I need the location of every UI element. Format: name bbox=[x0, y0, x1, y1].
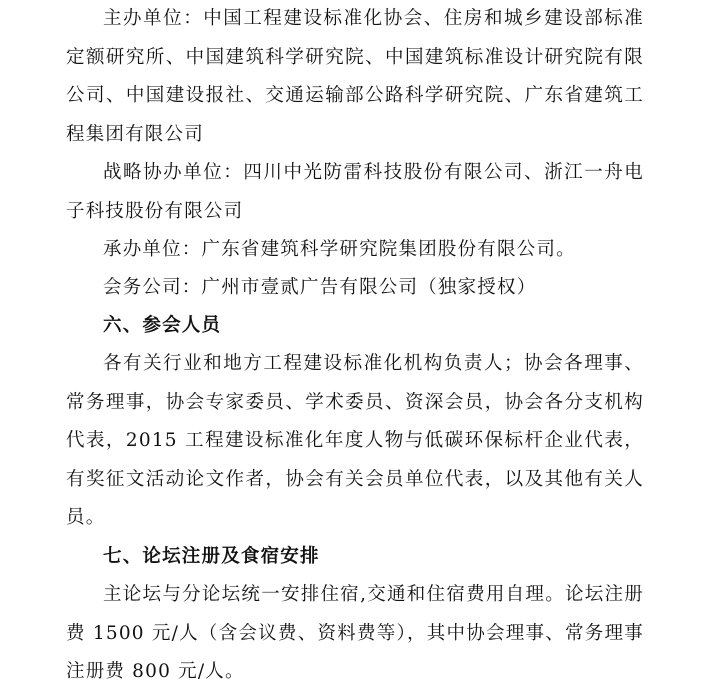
section-seven-body-block bbox=[66, 576, 644, 692]
undertaker-paragraph: 承办单位：广东省建筑科学研究院集团股份有限公司。 bbox=[103, 239, 576, 260]
section-six-body-block bbox=[66, 345, 644, 538]
strategic-co-organizers-block bbox=[66, 154, 644, 231]
section-six-body: 各有关行业和地方工程建设标准化机构负责人；协会各理事、常务理事，协会专家委员、学术委员、资深会员，协会各分支机构代表，2015 工程建设标准化年度人物与低碳环保标杆企业代表，有奖征文活动论文作者，协会有关会员单位代表，以及其他有关人员。 bbox=[66, 353, 644, 529]
section-six-heading: 六、参会人员 bbox=[103, 315, 222, 336]
conference-company-block bbox=[66, 269, 644, 308]
organizers-paragraph: 主办单位：中国工程建设标准化协会、住房和城乡建设部标准定额研究所、中国建筑科学研究院、中国建筑标准设计研究院有限公司、中国建设报社、交通运输部公路科学研究院、广东省建筑工程集团有限公司 bbox=[66, 8, 644, 145]
conference-company-paragraph: 会务公司：广州市壹贰广告有限公司（独家授权） bbox=[103, 277, 537, 298]
organizers-block bbox=[66, 0, 644, 154]
section-seven-body: 主论坛与分论坛统一安排住宿,交通和住宿费用自理。论坛注册费 1500 元/人（含会议费、资料费等），其中协会理事、常务理事注册费 800 元/人。 bbox=[66, 584, 644, 683]
strategic-co-organizers-paragraph: 战略协办单位：四川中光防雷科技股份有限公司、浙江一舟电子科技股份有限公司 bbox=[66, 162, 644, 222]
section-seven-heading: 七、论坛注册及食宿安排 bbox=[103, 546, 320, 567]
section-seven-heading-block bbox=[66, 538, 644, 577]
section-six-heading-block bbox=[66, 307, 644, 346]
undertaker-block bbox=[66, 231, 644, 270]
